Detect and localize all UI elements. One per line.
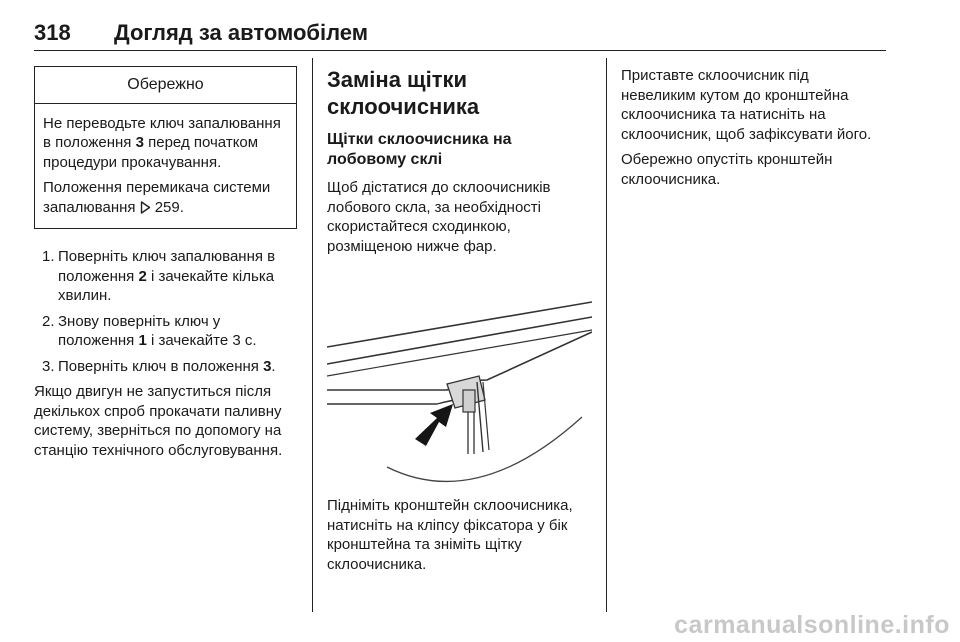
header-rule — [34, 50, 886, 51]
column-divider-1 — [312, 58, 313, 612]
column-1 — [34, 66, 297, 464]
wiper-illustration — [327, 272, 592, 484]
steps-list — [34, 247, 297, 376]
intro-paragraph: Щоб дістатися до склоочисників лобового скла, за необхідності скористайтеся сходинкою, розміщеною нижче фар. — [327, 179, 551, 255]
list-item: 3. Поверніть ключ в положення 3. — [42, 357, 276, 375]
lower-arm-paragraph: Обережно опустіть кронштейн склоочисника. — [621, 151, 833, 188]
section-subheading: Щітки склоочисника на лобовому склі — [327, 131, 512, 168]
column-3 — [621, 66, 883, 195]
column-2 — [327, 66, 595, 589]
caution-heading: Обережно — [35, 67, 296, 104]
page-title: Догляд за автомобілем — [114, 20, 369, 45]
page-number: 318 — [34, 20, 71, 45]
column-divider-2 — [606, 58, 607, 612]
section-heading: Заміна щітки склоочисника — [327, 67, 480, 119]
caution-text-1: Не переводьте ключ запалювання в положення 3 перед початком процедури прокачування. — [43, 114, 281, 171]
page-header — [34, 8, 886, 48]
list-item: 1. Поверніть ключ запалювання в положення 2 і зачекайте кілька хвилин. — [42, 248, 276, 304]
arrow-reference-icon — [140, 200, 151, 220]
fuel-system-paragraph: Якщо двигун не запуститься після декількох спроб прокачати паливну систему, зверніться по допомогу на станцію технічного обслуговування. — [34, 383, 283, 459]
attach-wiper-paragraph: Приставте склоочисник під невеликим кутом до кронштейна склоочисника та натисніть на склоочисник, щоб зафіксувати його. — [621, 67, 872, 143]
caution-box — [34, 66, 297, 229]
figure-caption: Підніміть кронштейн склоочисника, натисніть на кліпсу фіксатора у бік кронштейна та зніміть щітку склоочисника. — [327, 497, 573, 573]
watermark: carmanualsonline.info — [674, 611, 950, 639]
list-item: 2. Знову поверніть ключ у положення 1 і зачекайте 3 с. — [42, 312, 257, 349]
caution-body — [35, 104, 296, 229]
caution-text-2: Положення перемикача системи запалювання 259. — [43, 178, 288, 219]
